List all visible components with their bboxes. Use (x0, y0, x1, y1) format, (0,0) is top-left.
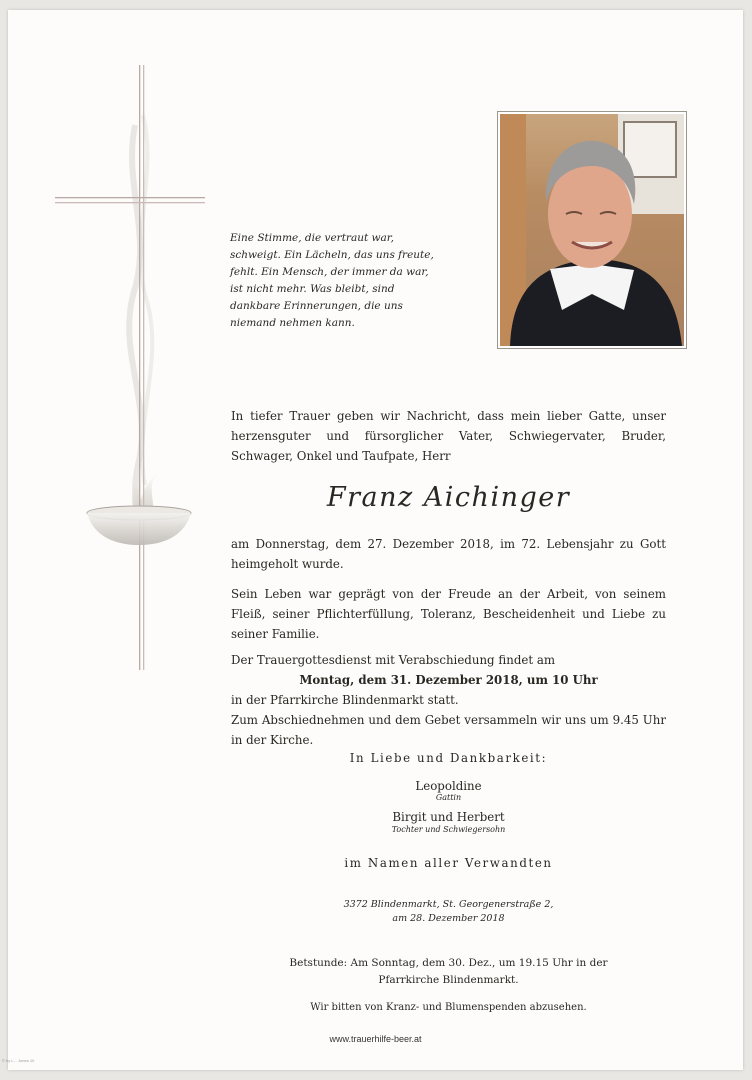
poem-line: niemand nehmen kann. (230, 317, 355, 329)
life-line: Fleiß, seiner Pflichterfüllung, Toleranz, Bescheidenheit und Liebe zu (231, 607, 666, 621)
intro-line: In tiefer Trauer geben wir Nachricht, dass mein lieber Gatte, unser (231, 409, 666, 423)
deceased-name: Franz Aichinger (326, 482, 571, 513)
funeral-service (231, 650, 666, 750)
mourner-role: Tochter und Schwiegersohn (391, 825, 506, 834)
margin-note: © by L... Jones 10 (2, 1058, 35, 1063)
mourner-name: Leopoldine (415, 779, 482, 793)
intro-line: herzensguter und fürsorglicher Vater, Schwiegervater, Bruder, (231, 429, 666, 443)
poem-line: fehlt. Ein Mensch, der immer da war, (230, 266, 429, 278)
life-description (231, 584, 666, 644)
service-line: Zum Abschiednehmen und dem Gebet versammeln wir uns um 9.45 Uhr (231, 713, 666, 727)
intro-line: Schwager, Onkel und Taufpate, Herr (231, 449, 451, 463)
portrait-figure-icon (500, 114, 684, 346)
address-line: 3372 Blindenmarkt, St. Georgenerstraße 2, (343, 899, 554, 910)
death-line: am Donnerstag, dem 27. Dezember 2018, im 72. Lebensjahr zu Gott (231, 537, 666, 551)
service-line: in der Pfarrkirche Blindenmarkt statt. (231, 693, 459, 707)
service-line: in der Kirche. (231, 733, 314, 747)
parte-sheet (2, 10, 743, 1070)
prayer-line: Pfarrkirche Blindenmarkt. (378, 974, 519, 986)
mourner-name: Birgit und Herbert (392, 810, 505, 824)
address-date: am 28. Dezember 2018 (392, 913, 505, 924)
website-link[interactable]: www.trauerhilfe-beer.at (329, 1034, 422, 1044)
prayer-line: Betstunde: Am Sonntag, dem 30. Dez., um 19.15 Uhr in der (289, 957, 608, 969)
cross-with-bowl-icon (83, 65, 203, 685)
poem-line: ist nicht mehr. Was bleibt, sind (230, 283, 395, 295)
mourners-block (231, 748, 666, 873)
prayer-block (231, 955, 666, 989)
poem-line: Eine Stimme, die vertraut war, (230, 232, 394, 244)
death-line: heimgeholt wurde. (231, 557, 344, 571)
service-date: Montag, dem 31. Dezember 2018, um 10 Uhr (299, 673, 598, 687)
memorial-poem (230, 230, 460, 332)
poem-line: dankbare Erinnerungen, die uns (230, 300, 403, 312)
poem-line: schweigt. Ein Lächeln, das uns freute, (230, 249, 434, 261)
life-line: seiner Familie. (231, 627, 320, 641)
mourners-closing: im Namen aller Verwandten (344, 856, 553, 870)
flowers-request: Wir bitten von Kranz- und Blumenspenden abzusehen. (310, 1002, 587, 1013)
announcement-intro (231, 406, 666, 466)
death-notice (231, 534, 666, 574)
mourner-role: Gattin (435, 793, 462, 802)
portrait-photo (497, 111, 687, 349)
service-line: Der Trauergottesdienst mit Verabschiedung findet am (231, 653, 556, 667)
mourners-heading: In Liebe und Dankbarkeit: (349, 751, 548, 765)
life-line: Sein Leben war geprägt von der Freude an der Arbeit, von seinem (231, 587, 666, 601)
address-block (231, 898, 666, 926)
